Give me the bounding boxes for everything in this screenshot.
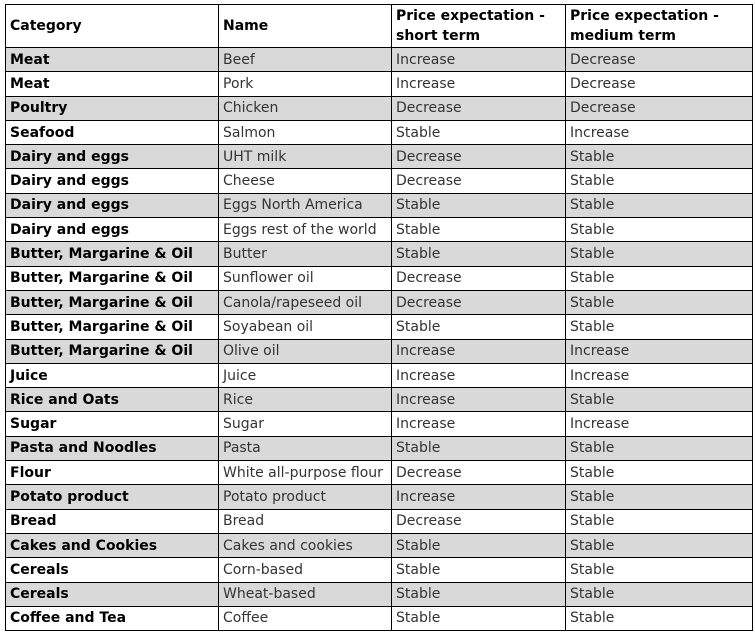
- table-row: [6, 558, 753, 582]
- cell-medium-term: Increase: [566, 339, 753, 363]
- cell-category: Seafood: [6, 120, 219, 144]
- table-row: [6, 582, 753, 606]
- header-category: Category: [6, 5, 219, 48]
- header-name: Name: [219, 5, 392, 48]
- cell-name: Chicken: [219, 96, 392, 120]
- cell-category: Juice: [6, 363, 219, 387]
- cell-name: Cakes and cookies: [219, 533, 392, 557]
- cell-medium-term: Stable: [566, 558, 753, 582]
- cell-short-term: Stable: [392, 120, 566, 144]
- table-row: [6, 412, 753, 436]
- cell-name: UHT milk: [219, 145, 392, 169]
- table-row: [6, 169, 753, 193]
- cell-medium-term: Stable: [566, 266, 753, 290]
- table-row: [6, 266, 753, 290]
- table-row: [6, 315, 753, 339]
- table-row: [6, 461, 753, 485]
- cell-name: Eggs North America: [219, 193, 392, 217]
- price-expectation-table: [5, 4, 753, 631]
- table-row: [6, 339, 753, 363]
- table-row: [6, 218, 753, 242]
- table-row: [6, 290, 753, 314]
- cell-medium-term: Stable: [566, 606, 753, 630]
- cell-name: Sugar: [219, 412, 392, 436]
- cell-short-term: Stable: [392, 533, 566, 557]
- cell-name: Potato product: [219, 485, 392, 509]
- cell-medium-term: Stable: [566, 388, 753, 412]
- cell-short-term: Increase: [392, 48, 566, 72]
- table-row: [6, 193, 753, 217]
- cell-category: Dairy and eggs: [6, 169, 219, 193]
- table-row: [6, 533, 753, 557]
- cell-name: Pasta: [219, 436, 392, 460]
- cell-short-term: Decrease: [392, 145, 566, 169]
- cell-short-term: Stable: [392, 582, 566, 606]
- cell-category: Butter, Margarine & Oil: [6, 290, 219, 314]
- cell-name: Sunflower oil: [219, 266, 392, 290]
- cell-short-term: Decrease: [392, 96, 566, 120]
- table-row: [6, 48, 753, 72]
- cell-short-term: Decrease: [392, 266, 566, 290]
- cell-short-term: Increase: [392, 388, 566, 412]
- cell-name: Bread: [219, 509, 392, 533]
- cell-name: Eggs rest of the world: [219, 218, 392, 242]
- cell-short-term: Stable: [392, 193, 566, 217]
- cell-medium-term: Stable: [566, 436, 753, 460]
- cell-medium-term: Stable: [566, 169, 753, 193]
- cell-short-term: Decrease: [392, 509, 566, 533]
- cell-category: Sugar: [6, 412, 219, 436]
- table-row: [6, 509, 753, 533]
- cell-medium-term: Stable: [566, 509, 753, 533]
- cell-medium-term: Stable: [566, 145, 753, 169]
- cell-name: Juice: [219, 363, 392, 387]
- table-row: [6, 72, 753, 96]
- header-medium-term: Price expectation - medium term: [566, 5, 753, 48]
- cell-category: Potato product: [6, 485, 219, 509]
- cell-short-term: Decrease: [392, 169, 566, 193]
- cell-name: Soyabean oil: [219, 315, 392, 339]
- cell-medium-term: Stable: [566, 485, 753, 509]
- cell-medium-term: Increase: [566, 363, 753, 387]
- cell-category: Cakes and Cookies: [6, 533, 219, 557]
- cell-short-term: Increase: [392, 339, 566, 363]
- cell-medium-term: Stable: [566, 242, 753, 266]
- cell-short-term: Increase: [392, 485, 566, 509]
- cell-short-term: Increase: [392, 412, 566, 436]
- cell-category: Pasta and Noodles: [6, 436, 219, 460]
- cell-medium-term: Stable: [566, 461, 753, 485]
- table-row: [6, 242, 753, 266]
- cell-name: Pork: [219, 72, 392, 96]
- cell-category: Dairy and eggs: [6, 145, 219, 169]
- cell-category: Butter, Margarine & Oil: [6, 242, 219, 266]
- cell-category: Meat: [6, 48, 219, 72]
- cell-category: Bread: [6, 509, 219, 533]
- cell-short-term: Stable: [392, 436, 566, 460]
- cell-medium-term: Increase: [566, 120, 753, 144]
- cell-category: Poultry: [6, 96, 219, 120]
- cell-name: Canola/rapeseed oil: [219, 290, 392, 314]
- cell-name: Coffee: [219, 606, 392, 630]
- cell-medium-term: Stable: [566, 315, 753, 339]
- cell-short-term: Decrease: [392, 461, 566, 485]
- cell-category: Dairy and eggs: [6, 193, 219, 217]
- cell-medium-term: Decrease: [566, 72, 753, 96]
- cell-short-term: Increase: [392, 72, 566, 96]
- cell-category: Flour: [6, 461, 219, 485]
- cell-category: Butter, Margarine & Oil: [6, 266, 219, 290]
- cell-name: Butter: [219, 242, 392, 266]
- cell-medium-term: Stable: [566, 218, 753, 242]
- cell-category: Meat: [6, 72, 219, 96]
- cell-short-term: Stable: [392, 218, 566, 242]
- table-row: [6, 485, 753, 509]
- cell-short-term: Stable: [392, 558, 566, 582]
- cell-medium-term: Stable: [566, 193, 753, 217]
- cell-name: Wheat-based: [219, 582, 392, 606]
- cell-name: Beef: [219, 48, 392, 72]
- cell-category: Butter, Margarine & Oil: [6, 315, 219, 339]
- cell-medium-term: Stable: [566, 533, 753, 557]
- cell-medium-term: Decrease: [566, 48, 753, 72]
- cell-short-term: Stable: [392, 242, 566, 266]
- cell-short-term: Increase: [392, 363, 566, 387]
- table-header-row: [6, 5, 753, 48]
- table-row: [6, 120, 753, 144]
- table-row: [6, 96, 753, 120]
- cell-name: Salmon: [219, 120, 392, 144]
- cell-category: Coffee and Tea: [6, 606, 219, 630]
- cell-medium-term: Decrease: [566, 96, 753, 120]
- cell-category: Cereals: [6, 582, 219, 606]
- cell-short-term: Decrease: [392, 290, 566, 314]
- cell-name: Rice: [219, 388, 392, 412]
- cell-name: Olive oil: [219, 339, 392, 363]
- table-row: [6, 436, 753, 460]
- header-short-term: Price expectation - short term: [392, 5, 566, 48]
- table-row: [6, 363, 753, 387]
- table-row: [6, 606, 753, 630]
- cell-category: Butter, Margarine & Oil: [6, 339, 219, 363]
- table-row: [6, 388, 753, 412]
- cell-medium-term: Stable: [566, 290, 753, 314]
- cell-category: Dairy and eggs: [6, 218, 219, 242]
- cell-short-term: Stable: [392, 606, 566, 630]
- cell-name: Corn-based: [219, 558, 392, 582]
- cell-category: Cereals: [6, 558, 219, 582]
- cell-short-term: Stable: [392, 315, 566, 339]
- table-body: [6, 48, 753, 631]
- cell-name: Cheese: [219, 169, 392, 193]
- cell-name: White all-purpose flour: [219, 461, 392, 485]
- cell-category: Rice and Oats: [6, 388, 219, 412]
- table-row: [6, 145, 753, 169]
- cell-medium-term: Increase: [566, 412, 753, 436]
- cell-medium-term: Stable: [566, 582, 753, 606]
